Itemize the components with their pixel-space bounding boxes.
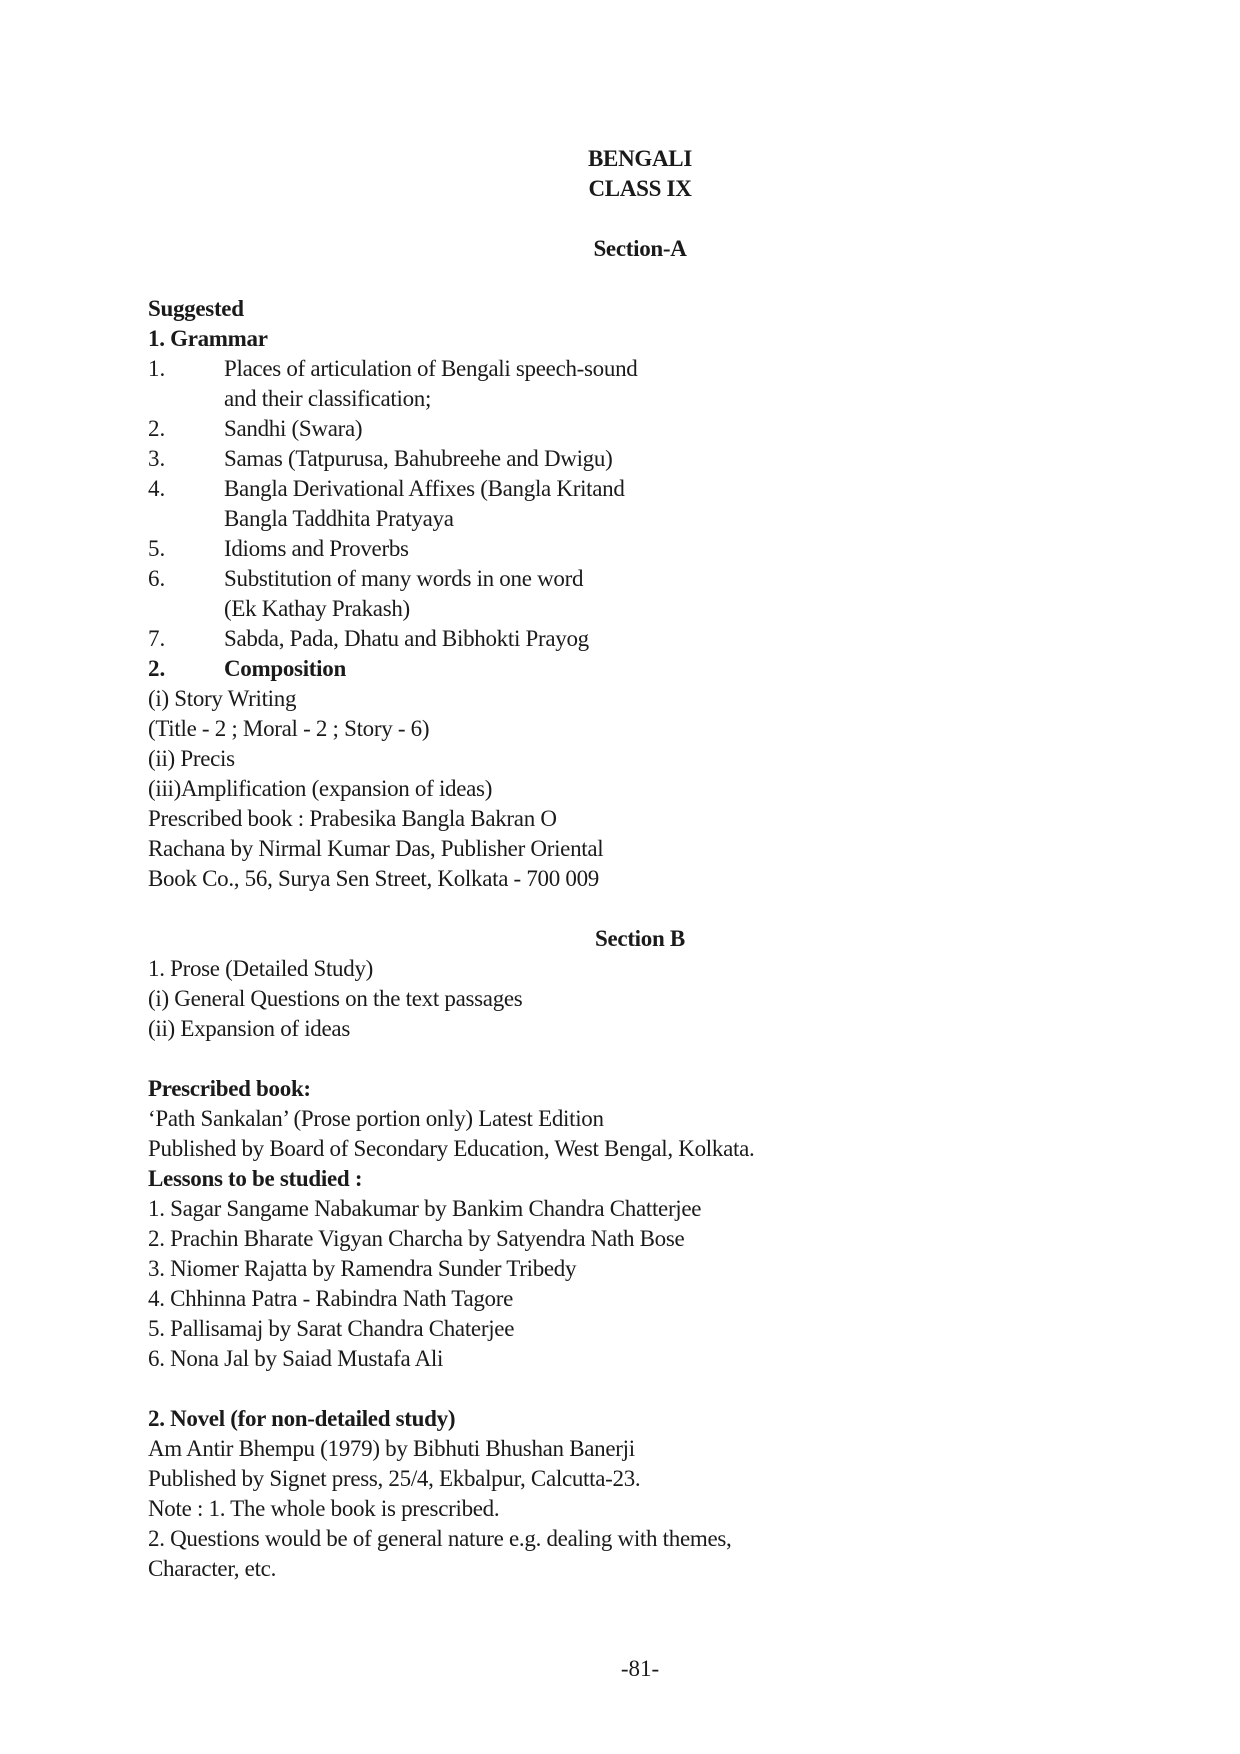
- novel-line: Note : 1. The whole book is prescribed.: [148, 1496, 500, 1521]
- grammar-item-text: Places of articulation of Bengali speech-sound: [224, 356, 638, 381]
- prescribed-book-line: ‘Path Sankalan’ (Prose portion only) Latest Edition: [148, 1106, 604, 1131]
- grammar-item-text: Bangla Derivational Affixes (Bangla Kritand: [224, 476, 625, 501]
- section-b-title: Section B: [595, 926, 685, 951]
- composition-line: (i) Story Writing: [148, 686, 297, 711]
- grammar-item-number: 6.: [148, 566, 166, 591]
- composition-line: Rachana by Nirmal Kumar Das, Publisher Oriental: [148, 836, 604, 861]
- composition-heading: Composition: [224, 656, 346, 681]
- prose-line: 1. Prose (Detailed Study): [148, 956, 374, 981]
- grammar-item-number: 3.: [148, 446, 166, 471]
- novel-line: 2. Questions would be of general nature e.g. dealing with themes,: [148, 1526, 732, 1551]
- page-number: -81-: [620, 1656, 660, 1681]
- subject-title: BENGALI: [588, 146, 692, 171]
- grammar-item-number: 2.: [148, 416, 166, 441]
- class-title: CLASS IX: [588, 176, 692, 201]
- composition-line: (ii) Precis: [148, 746, 235, 771]
- lessons-heading: Lessons to be studied :: [148, 1166, 363, 1191]
- composition-line: Prescribed book : Prabesika Bangla Bakran O: [148, 806, 557, 831]
- lesson-item: 2. Prachin Bharate Vigyan Charcha by Satyendra Nath Bose: [148, 1226, 685, 1251]
- composition-line: Book Co., 56, Surya Sen Street, Kolkata - 700 009: [148, 866, 600, 891]
- composition-line: (iii)Amplification (expansion of ideas): [148, 776, 493, 801]
- novel-line: Character, etc.: [148, 1556, 277, 1581]
- grammar-item-number: 4.: [148, 476, 166, 501]
- lesson-item: 3. Niomer Rajatta by Ramendra Sunder Tribedy: [148, 1256, 577, 1281]
- grammar-item-text: Sabda, Pada, Dhatu and Bibhokti Prayog: [224, 626, 589, 651]
- novel-line: Published by Signet press, 25/4, Ekbalpur, Calcutta-23.: [148, 1466, 641, 1491]
- prose-line: (i) General Questions on the text passages: [148, 986, 523, 1011]
- grammar-item-text: Idioms and Proverbs: [224, 536, 409, 561]
- grammar-item-number: 5.: [148, 536, 166, 561]
- suggested-heading: Suggested: [148, 296, 244, 321]
- novel-heading: 2. Novel (for non-detailed study): [148, 1406, 456, 1431]
- grammar-item-text: Sandhi (Swara): [224, 416, 363, 441]
- grammar-item-text: Samas (Tatpurusa, Bahubreehe and Dwigu): [224, 446, 613, 471]
- grammar-item-text: and their classification;: [224, 386, 432, 411]
- prescribed-book-line: Published by Board of Secondary Education, West Bengal, Kolkata.: [148, 1136, 755, 1161]
- grammar-item-text: Bangla Taddhita Pratyaya: [224, 506, 454, 531]
- prose-line: (ii) Expansion of ideas: [148, 1016, 350, 1041]
- grammar-item-text: (Ek Kathay Prakash): [224, 596, 410, 621]
- lesson-item: 6. Nona Jal by Saiad Mustafa Ali: [148, 1346, 444, 1371]
- lesson-item: 4. Chhinna Patra - Rabindra Nath Tagore: [148, 1286, 514, 1311]
- novel-line: Am Antir Bhempu (1979) by Bibhuti Bhushan Banerji: [148, 1436, 635, 1461]
- section-a-title: Section-A: [593, 236, 687, 261]
- lesson-item: 1. Sagar Sangame Nabakumar by Bankim Chandra Chatterjee: [148, 1196, 702, 1221]
- composition-line: (Title - 2 ; Moral - 2 ; Story - 6): [148, 716, 430, 741]
- grammar-item-number: 7.: [148, 626, 166, 651]
- grammar-heading: 1. Grammar: [148, 326, 268, 351]
- lesson-item: 5. Pallisamaj by Sarat Chandra Chaterjee: [148, 1316, 515, 1341]
- grammar-item-text: Substitution of many words in one word: [224, 566, 584, 591]
- grammar-item-number: 1.: [148, 356, 166, 381]
- prescribed-book-heading: Prescribed book:: [148, 1076, 311, 1101]
- composition-number: 2.: [148, 656, 166, 681]
